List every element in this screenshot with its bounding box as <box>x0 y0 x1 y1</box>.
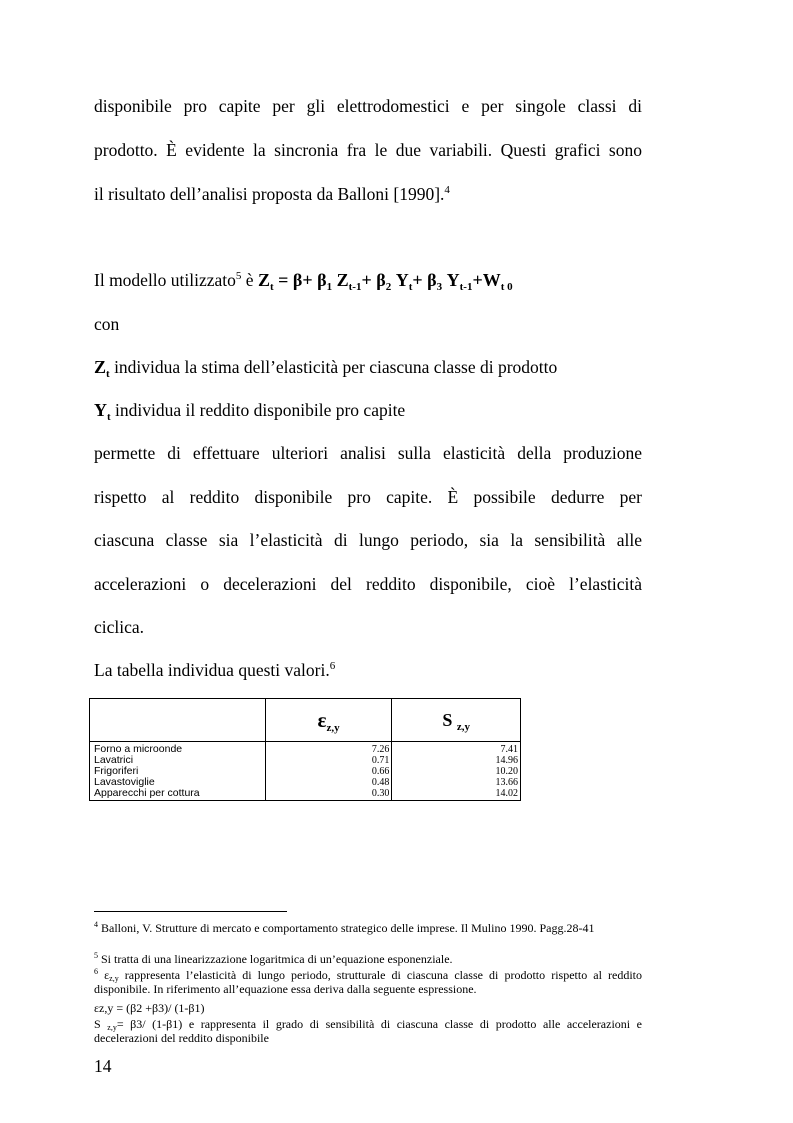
table-body-row <box>90 742 521 801</box>
elasticity-value: 7.26 <box>371 744 390 755</box>
table-header-row <box>90 699 521 742</box>
footnote-6 <box>94 968 642 996</box>
footnote-6b <box>94 1017 642 1045</box>
sensitivity-value: 7.41 <box>500 744 518 755</box>
paragraph-line <box>94 486 642 508</box>
variable-subscript: t <box>106 368 110 380</box>
variable: Z <box>94 357 107 377</box>
text: Il modello utilizzato <box>94 270 236 290</box>
sensitivity-column <box>392 742 521 801</box>
text: La tabella individua questi valori. <box>94 660 330 680</box>
table-row-label: Lavatrici <box>94 754 134 766</box>
footnote-ref: 6 <box>329 660 336 672</box>
header-empty-cell <box>90 699 266 742</box>
text: disponibile pro capite per gli elettrodomestici e per singole classi di <box>94 96 642 116</box>
table-row-label: Apparecchi per cottura <box>94 787 200 799</box>
footnote-number: 5 <box>94 951 98 960</box>
paragraph-line <box>94 313 119 335</box>
text: rispetto al reddito disponibile pro capite. È possibile dedurre per <box>94 487 642 507</box>
footnote-text: = β3/ (1-β1) e rappresenta il grado di sensibilità di ciascuna classe di prodotto alle accelerazioni e decelerazioni del reddito disponibile <box>94 1017 643 1045</box>
label-column <box>90 742 266 801</box>
paragraph-line <box>94 529 642 551</box>
footnote-text: Si tratta di una linearizzazione logaritmica di un’equazione esponenziale. <box>98 952 453 966</box>
elasticity-value: 0.30 <box>371 788 390 799</box>
text: il risultato dell’analisi proposta da Balloni [1990]. <box>94 184 445 204</box>
equation: εz,y = (β2 +β3)/ (1-β1) <box>94 1001 205 1015</box>
footnote-5 <box>94 952 642 966</box>
header-subscript: z,y <box>326 721 340 734</box>
epsilon-symbol: ε <box>317 707 327 732</box>
elasticity-value: 0.48 <box>371 777 390 788</box>
header-sensitivity <box>392 699 521 742</box>
sensitivity-value: 13.66 <box>495 777 518 788</box>
text: ciclica. <box>94 617 145 637</box>
footnote-4 <box>94 921 642 935</box>
footnote-ref: 4 <box>444 184 450 196</box>
table-row-label: Lavastoviglie <box>94 776 155 788</box>
text: individua il reddito disponibile pro capite <box>110 400 406 420</box>
paragraph-line <box>94 573 642 595</box>
footnote-number: 6 <box>94 967 98 976</box>
paragraph-line <box>94 616 144 638</box>
paragraph-line <box>94 139 642 161</box>
elasticity-value: 0.66 <box>371 766 390 777</box>
header-subscript: z,y <box>456 720 470 733</box>
symbol-subscript: z,y <box>107 1023 117 1032</box>
table-row-label: Forno a microonde <box>94 743 183 755</box>
paragraph-line <box>94 95 642 117</box>
page-number: 14 <box>94 1056 112 1076</box>
footnote-divider <box>94 911 287 912</box>
paragraph-line <box>94 659 335 681</box>
paragraph-line <box>94 183 450 205</box>
epsilon-symbol: ε <box>104 968 110 982</box>
table-row-label: Frigoriferi <box>94 765 139 777</box>
sensitivity-value: 10.20 <box>495 766 518 777</box>
footnote-text: rappresenta l’elasticità di lungo periodo, strutturale di ciascuna classe di prodotto rispetto al reddito disponibile. In riferimento all’equazione essa deriva dalla seguente espressione. <box>94 968 643 996</box>
text: con <box>94 314 120 334</box>
footnote-text: Balloni, V. Strutture di mercato e comportamento strategico delle imprese. Il Mulino 1990. Pagg.28-41 <box>98 921 595 935</box>
s-symbol: S <box>442 709 453 730</box>
model-formula-line <box>94 269 513 291</box>
sensitivity-value: 14.02 <box>495 788 518 799</box>
footnote-number: 4 <box>94 920 98 929</box>
paragraph-line <box>94 442 642 464</box>
footnote-equation <box>94 1001 642 1015</box>
text: prodotto. È evidente la sincronia fra le due variabili. Questi grafici sono <box>94 140 642 160</box>
definition-z <box>94 356 557 378</box>
sensitivity-value: 14.96 <box>495 755 518 766</box>
text: ciascuna classe sia l’elasticità di lungo periodo, sia la sensibilità alle <box>94 530 642 550</box>
elasticity-value: 0.71 <box>371 755 390 766</box>
variable: Y <box>94 400 107 420</box>
elasticity-table <box>89 698 521 801</box>
text: è <box>241 270 258 290</box>
text: individua la stima dell’elasticità per ciascuna classe di prodotto <box>109 357 558 377</box>
footnote-ref: 5 <box>235 270 242 282</box>
definition-y <box>94 399 405 421</box>
symbol-subscript: z,y <box>109 974 119 983</box>
variable-subscript: t <box>107 411 111 423</box>
text: permette di effettuare ulteriori analisi sulla elasticità della produzione <box>94 443 642 463</box>
text: accelerazioni o decelerazioni del reddito disponibile, cioè l’elasticità <box>94 574 642 594</box>
s-symbol: S <box>94 1017 101 1031</box>
model-formula: $Z_t = \beta+ \beta_1$ $Z_{t-1}+ \beta_2$ $Y_t+ \beta_3$ $Y_{t-1}+W_{t 0}$ <box>257 270 513 293</box>
header-elasticity <box>265 699 392 742</box>
elasticity-column <box>265 742 392 801</box>
